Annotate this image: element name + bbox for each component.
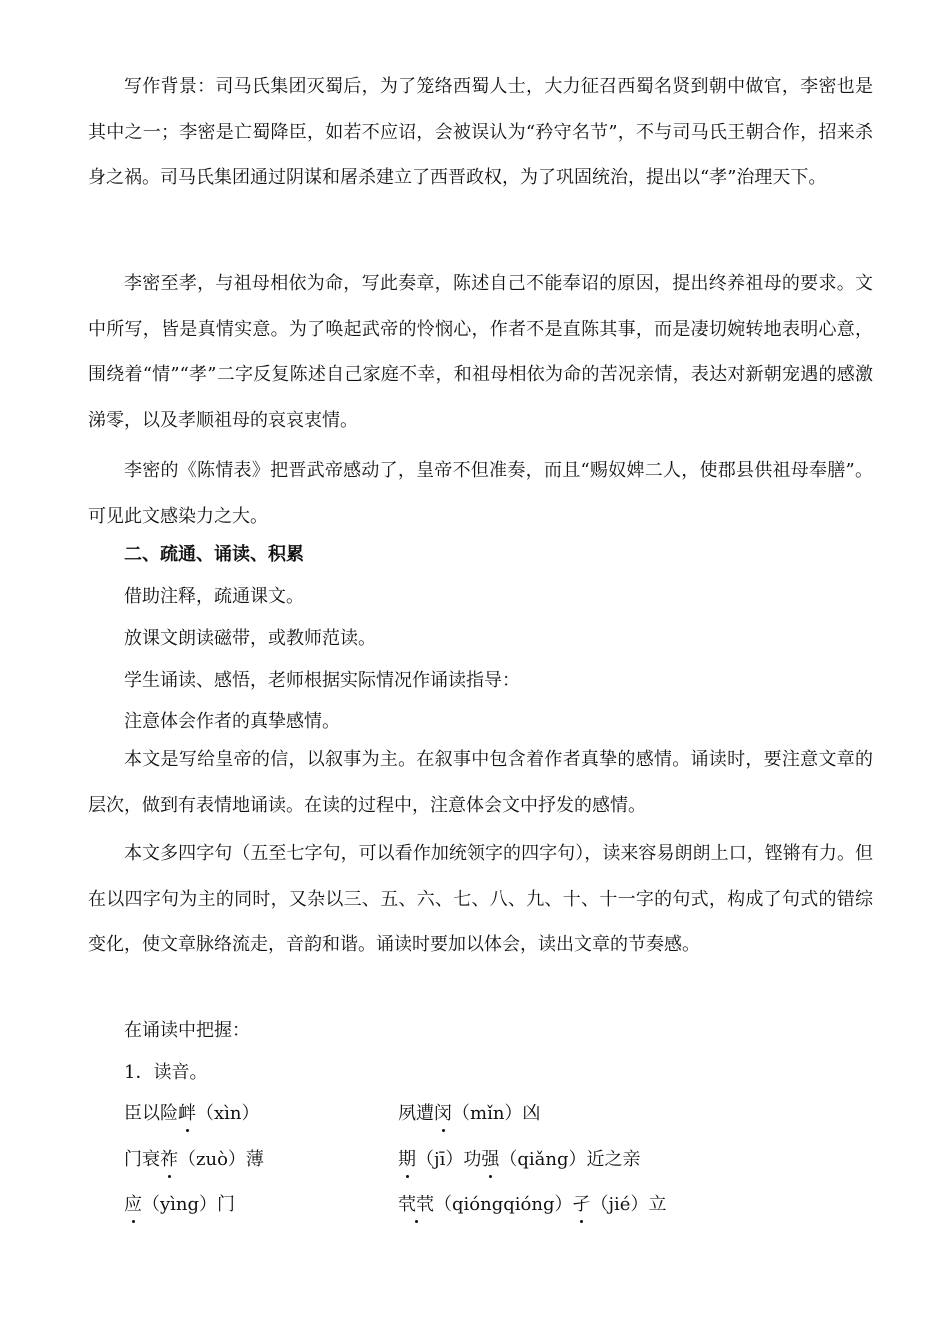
grasp-line: 在诵读中把握：	[124, 1020, 250, 1041]
instruction-line: 注意体会作者的真挚感情。	[124, 711, 340, 732]
dotted-character: 祚	[160, 1145, 178, 1175]
background-paragraph: 写作背景：司马氏集团灭蜀后，为了笼络西蜀人士，大力征召西蜀名贤到朝中做官，李密也是其中之一；李密是亡蜀降臣，如若不应诏，会被误认为“矜守名节”，不与司马氏王朝合作，招来杀身之祸。司马氏集团通过阴谋和屠杀建立了西晋政权，为了巩固统治，提出以“孝”治理天下。	[88, 76, 873, 188]
instruction-line: 借助注释，疏通课文。	[124, 586, 304, 607]
pronunciation-entry: 茕茕（qióngqióng）孑（jié）立	[398, 1190, 666, 1220]
pronunciation-entry: 夙遭闵（mǐn）凶	[398, 1099, 540, 1129]
dotted-character: 闵	[434, 1099, 452, 1129]
reading-paragraph: 本文是写给皇帝的信，以叙事为主。在叙事中包含着作者真挚的感情。诵读时，要注意文章的层次，做到有表情地诵读。在读的过程中，注意体会文中抒发的感情。	[88, 749, 873, 816]
section-heading: 二、疏通、诵读、积累	[124, 544, 304, 565]
instruction-line: 学生诵读、感悟，老师根据实际情况作诵读指导：	[124, 670, 520, 691]
effect-paragraph: 李密的《陈情表》把晋武帝感动了，皇帝不但准奏，而且“赐奴婢二人，使郡县供祖母奉膳”。可见此文感染力之大。	[88, 460, 873, 527]
pronunciation-entry: 臣以险衅（xìn）	[124, 1099, 260, 1129]
pronunciation-entry: 期（jī）功强（qiǎng）近之亲	[398, 1145, 640, 1175]
dotted-character: 应	[124, 1190, 142, 1220]
instruction-line: 放课文朗读磁带，或教师范读。	[124, 628, 376, 649]
pronunciation-entry: 应（yìng）门	[124, 1190, 235, 1220]
dotted-character: 强	[481, 1145, 499, 1175]
filial-paragraph: 李密至孝，与祖母相依为命，写此奏章，陈述自己不能奉诏的原因，提出终养祖母的要求。文中所写，皆是真情实意。为了唤起武帝的怜悯心，作者不是直陈其事，而是凄切婉转地表明心意，围绕着“情”“孝”二字反复陈述自己家庭不幸，和祖母相依为命的苦况亲情，表达对新朝宠遇的感激涕零，以及孝顺祖母的哀哀衷情。	[88, 273, 873, 431]
dotted-character: 孑	[572, 1190, 590, 1220]
dotted-character: 衅	[178, 1099, 196, 1129]
dotted-character: 茕茕	[398, 1190, 434, 1220]
sentence-paragraph: 本文多四字句（五至七字句，可以看作加统领字的四字句），读来容易朗朗上口，铿锵有力。但在以四字句为主的同时，又杂以三、五、六、七、八、九、十、十一字的句式，构成了句式的错综变化，使文章脉络流走，音韵和谐。诵读时要加以体会，读出文章的节奏感。	[88, 843, 873, 955]
pronunciation-entry: 门衰祚（zuò）薄	[124, 1145, 264, 1175]
reading-title: 1．读音。	[124, 1062, 208, 1083]
dotted-character: 期	[398, 1145, 416, 1175]
